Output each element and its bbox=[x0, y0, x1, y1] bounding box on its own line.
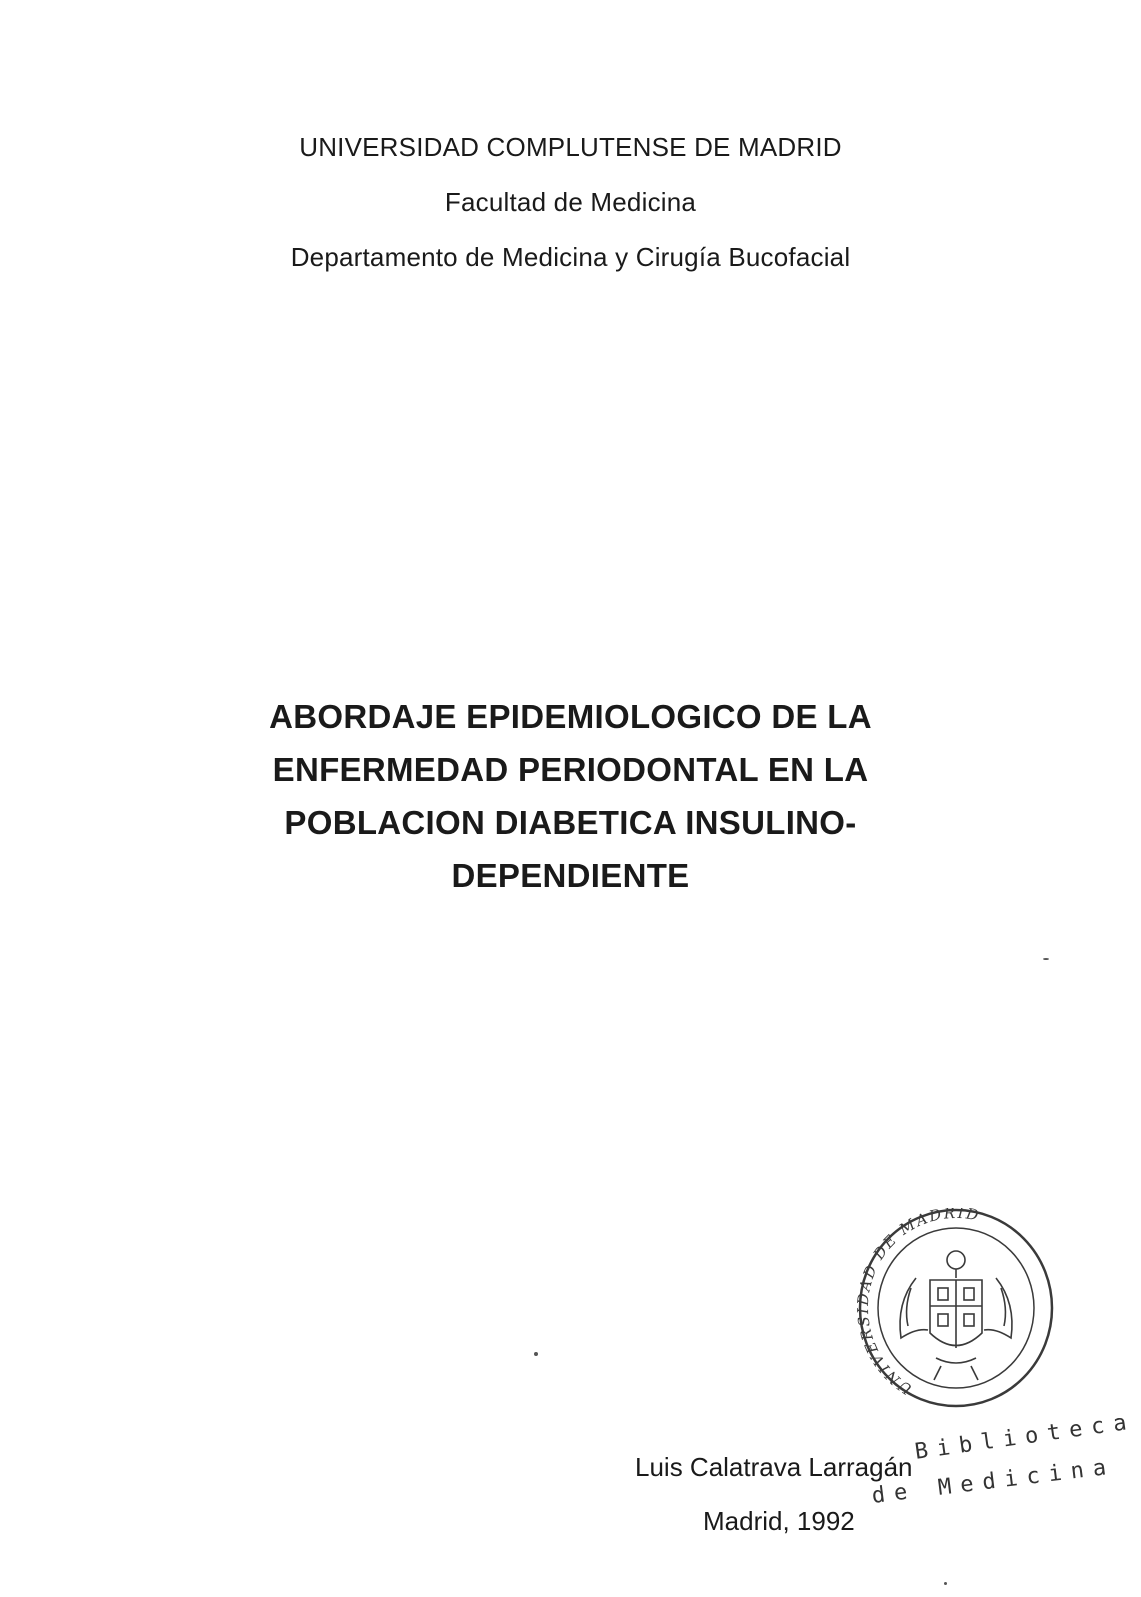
university-name: UNIVERSIDAD COMPLUTENSE DE MADRID bbox=[299, 132, 842, 162]
seal-text: UNIVERS AD DE MADRID bbox=[856, 1208, 982, 1399]
svg-text:UNIVERSIDAD DE MADRID bbox=[856, 1208, 982, 1398]
scan-speck bbox=[534, 1352, 538, 1356]
title-line-1: ABORDAJE EPIDEMIOLOGICO DE LA bbox=[269, 698, 872, 735]
place-and-date: Madrid, 1992 bbox=[703, 1506, 855, 1536]
title-line-4: DEPENDIENTE bbox=[451, 857, 690, 894]
library-stamp-line-2: de Medicina bbox=[870, 1454, 1117, 1509]
title-line-3: POBLACION DIABETICA INSULINO- bbox=[284, 804, 857, 841]
author-name: Luis Calatrava Larragán bbox=[635, 1452, 913, 1482]
faculty-name: Facultad de Medicina bbox=[444, 187, 697, 217]
department-name: Departamento de Medicina y Cirugía Bucofacial bbox=[290, 242, 851, 272]
scan-speck bbox=[944, 1582, 947, 1585]
thesis-title bbox=[0, 690, 1141, 902]
university-seal-icon bbox=[856, 1208, 1056, 1418]
title-line-2: ENFERMEDAD PERIODONTAL EN LA bbox=[272, 751, 869, 788]
scan-speck bbox=[1043, 958, 1049, 960]
library-stamp-line-1: Biblioteca bbox=[913, 1409, 1138, 1465]
